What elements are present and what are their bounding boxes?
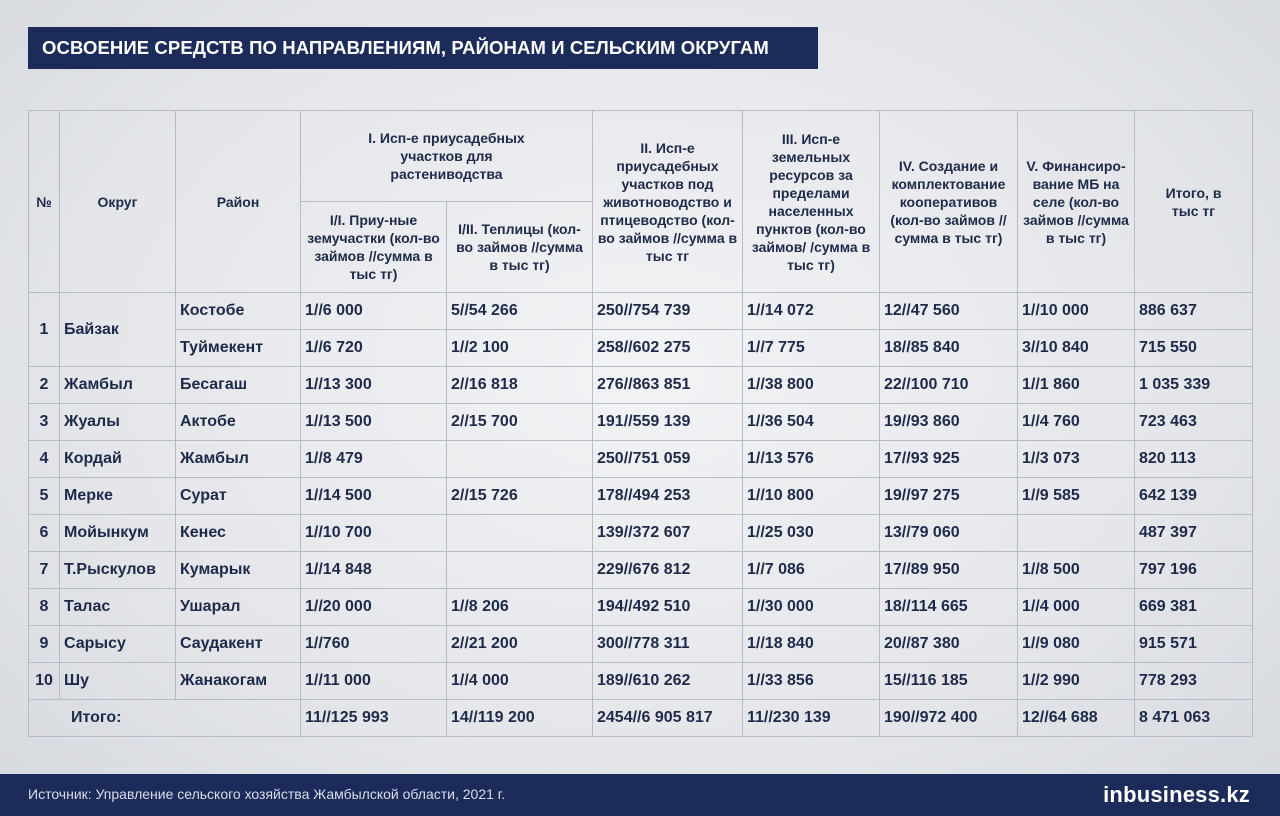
cell-total: 820 113 xyxy=(1135,441,1253,478)
totals-c1: 11//125 993 xyxy=(301,700,447,737)
cell-c2: 1//2 100 xyxy=(447,330,593,367)
cell-c3: 276//863 851 xyxy=(593,367,743,404)
cell-c4: 1//14 072 xyxy=(743,293,880,330)
cell-rayon: Ушарал xyxy=(176,589,301,626)
cell-rayon: Кенес xyxy=(176,515,301,552)
data-table xyxy=(28,110,1253,737)
cell-rayon: Жамбыл xyxy=(176,441,301,478)
cell-num: 7 xyxy=(29,552,60,589)
cell-c2 xyxy=(447,552,593,589)
cell-c3: 300//778 311 xyxy=(593,626,743,663)
cell-c3: 191//559 139 xyxy=(593,404,743,441)
cell-c5: 17//89 950 xyxy=(880,552,1018,589)
cell-c3: 189//610 262 xyxy=(593,663,743,700)
cell-c1: 1//11 000 xyxy=(301,663,447,700)
cell-c5: 15//116 185 xyxy=(880,663,1018,700)
page-title xyxy=(28,27,818,69)
cell-c2 xyxy=(447,515,593,552)
cell-c4: 1//18 840 xyxy=(743,626,880,663)
cell-c2: 1//4 000 xyxy=(447,663,593,700)
cell-okrug: Сарысу xyxy=(60,626,176,663)
cell-c6 xyxy=(1018,515,1135,552)
cell-c2: 2//21 200 xyxy=(447,626,593,663)
cell-c6: 3//10 840 xyxy=(1018,330,1135,367)
cell-c5: 19//97 275 xyxy=(880,478,1018,515)
cell-c6: 1//8 500 xyxy=(1018,552,1135,589)
cell-c3: 178//494 253 xyxy=(593,478,743,515)
cell-total: 915 571 xyxy=(1135,626,1253,663)
cell-c3: 229//676 812 xyxy=(593,552,743,589)
cell-c6: 1//9 080 xyxy=(1018,626,1135,663)
cell-c1: 1//13 300 xyxy=(301,367,447,404)
totals-c5: 190//972 400 xyxy=(880,700,1018,737)
cell-num: 4 xyxy=(29,441,60,478)
header-total: Итого, в тыс тг xyxy=(1135,111,1253,293)
cell-total: 723 463 xyxy=(1135,404,1253,441)
cell-rayon: Жанакогам xyxy=(176,663,301,700)
cell-okrug: Жамбыл xyxy=(60,367,176,404)
totals-c6: 12//64 688 xyxy=(1018,700,1135,737)
totals-total: 8 471 063 xyxy=(1135,700,1253,737)
cell-c4: 1//10 800 xyxy=(743,478,880,515)
cell-okrug: Шу xyxy=(60,663,176,700)
cell-rayon: Актобе xyxy=(176,404,301,441)
cell-num: 8 xyxy=(29,589,60,626)
cell-c2: 5//54 266 xyxy=(447,293,593,330)
cell-c2: 2//15 726 xyxy=(447,478,593,515)
cell-total: 642 139 xyxy=(1135,478,1253,515)
cell-rayon: Костобе xyxy=(176,293,301,330)
cell-total: 886 637 xyxy=(1135,293,1253,330)
cell-c5: 18//114 665 xyxy=(880,589,1018,626)
header-sub-1: I/I. Приу-ные земучастки (кол-во займов //сумма в тыс тг) xyxy=(301,202,447,293)
cell-c6: 1//3 073 xyxy=(1018,441,1135,478)
cell-c3: 250//754 739 xyxy=(593,293,743,330)
cell-num: 5 xyxy=(29,478,60,515)
header-col-4: IV. Создание и комплектование кооперативов (кол-во займов //сумма в тыс тг) xyxy=(880,111,1018,293)
cell-c6: 1//2 990 xyxy=(1018,663,1135,700)
header-col-3: III. Исп-е земельных ресурсов за пределами населенных пунктов (кол-во займов/ /сумма в тыс тг) xyxy=(743,111,880,293)
cell-c4: 1//33 856 xyxy=(743,663,880,700)
cell-c3: 258//602 275 xyxy=(593,330,743,367)
cell-c5: 13//79 060 xyxy=(880,515,1018,552)
cell-okrug: Жуалы xyxy=(60,404,176,441)
header-num: № xyxy=(29,111,60,293)
cell-c2: 2//15 700 xyxy=(447,404,593,441)
header-group-1: I. Исп-е приусадебных участков для растениводства xyxy=(301,111,593,202)
cell-c6: 1//4 760 xyxy=(1018,404,1135,441)
cell-okrug: Мойынкум xyxy=(60,515,176,552)
header-rayon: Район xyxy=(176,111,301,293)
header-col-2: II. Исп-е приусадебных участков под животноводство и птицеводство (кол-во займов //сумма в тыс тг xyxy=(593,111,743,293)
cell-total: 797 196 xyxy=(1135,552,1253,589)
cell-c5: 22//100 710 xyxy=(880,367,1018,404)
cell-c4: 1//36 504 xyxy=(743,404,880,441)
cell-c4: 1//25 030 xyxy=(743,515,880,552)
cell-c4: 1//13 576 xyxy=(743,441,880,478)
cell-c6: 1//10 000 xyxy=(1018,293,1135,330)
cell-num: 3 xyxy=(29,404,60,441)
cell-c2: 1//8 206 xyxy=(447,589,593,626)
footer-bar xyxy=(0,774,1280,816)
totals-c3: 2454//6 905 817 xyxy=(593,700,743,737)
cell-okrug: Кордай xyxy=(60,441,176,478)
cell-c6: 1//9 585 xyxy=(1018,478,1135,515)
cell-c3: 139//372 607 xyxy=(593,515,743,552)
cell-rayon: Кумарык xyxy=(176,552,301,589)
cell-num: 10 xyxy=(29,663,60,700)
cell-c2: 2//16 818 xyxy=(447,367,593,404)
site-logo[interactable]: inbusiness.kz xyxy=(1103,782,1250,807)
cell-c1: 1//10 700 xyxy=(301,515,447,552)
cell-c1: 1//20 000 xyxy=(301,589,447,626)
source-note: Источник: Управление сельского хозяйства Жамбылской области, 2021 г. xyxy=(28,786,506,802)
cell-c4: 1//38 800 xyxy=(743,367,880,404)
cell-c2 xyxy=(447,441,593,478)
cell-c5: 20//87 380 xyxy=(880,626,1018,663)
totals-c2: 14//119 200 xyxy=(447,700,593,737)
cell-rayon: Саудакент xyxy=(176,626,301,663)
cell-total: 715 550 xyxy=(1135,330,1253,367)
cell-c4: 1//30 000 xyxy=(743,589,880,626)
cell-c1: 1//14 500 xyxy=(301,478,447,515)
cell-rayon: Бесагаш xyxy=(176,367,301,404)
header-sub-2: I/II. Теплицы (кол-во займов //сумма в тыс тг) xyxy=(447,202,593,293)
cell-c1: 1//6 000 xyxy=(301,293,447,330)
cell-c3: 250//751 059 xyxy=(593,441,743,478)
cell-total: 778 293 xyxy=(1135,663,1253,700)
page-title-text: ОСВОЕНИЕ СРЕДСТВ ПО НАПРАВЛЕНИЯМ, РАЙОНАМ И СЕЛЬСКИМ ОКРУГАМ xyxy=(42,37,769,58)
cell-c5: 19//93 860 xyxy=(880,404,1018,441)
totals-label: Итого: xyxy=(29,700,301,737)
cell-okrug: Талас xyxy=(60,589,176,626)
cell-okrug: Байзак xyxy=(60,293,176,367)
cell-num: 1 xyxy=(29,293,60,367)
cell-num: 6 xyxy=(29,515,60,552)
cell-c5: 18//85 840 xyxy=(880,330,1018,367)
cell-c1: 1//6 720 xyxy=(301,330,447,367)
cell-c6: 1//4 000 xyxy=(1018,589,1135,626)
cell-c1: 1//8 479 xyxy=(301,441,447,478)
cell-c1: 1//760 xyxy=(301,626,447,663)
cell-rayon: Туймекент xyxy=(176,330,301,367)
cell-rayon: Сурат xyxy=(176,478,301,515)
cell-total: 487 397 xyxy=(1135,515,1253,552)
cell-num: 2 xyxy=(29,367,60,404)
cell-c5: 12//47 560 xyxy=(880,293,1018,330)
header-okrug: Округ xyxy=(60,111,176,293)
cell-c6: 1//1 860 xyxy=(1018,367,1135,404)
cell-c4: 1//7 086 xyxy=(743,552,880,589)
cell-num: 9 xyxy=(29,626,60,663)
totals-c4: 11//230 139 xyxy=(743,700,880,737)
cell-okrug: Мерке xyxy=(60,478,176,515)
cell-c1: 1//14 848 xyxy=(301,552,447,589)
cell-c5: 17//93 925 xyxy=(880,441,1018,478)
cell-c3: 194//492 510 xyxy=(593,589,743,626)
cell-total: 669 381 xyxy=(1135,589,1253,626)
cell-c1: 1//13 500 xyxy=(301,404,447,441)
cell-okrug: Т.Рыскулов xyxy=(60,552,176,589)
header-col-5: V. Финансиро-вание МБ на селе (кол-во займов //сумма в тыс тг) xyxy=(1018,111,1135,293)
cell-c4: 1//7 775 xyxy=(743,330,880,367)
cell-total: 1 035 339 xyxy=(1135,367,1253,404)
